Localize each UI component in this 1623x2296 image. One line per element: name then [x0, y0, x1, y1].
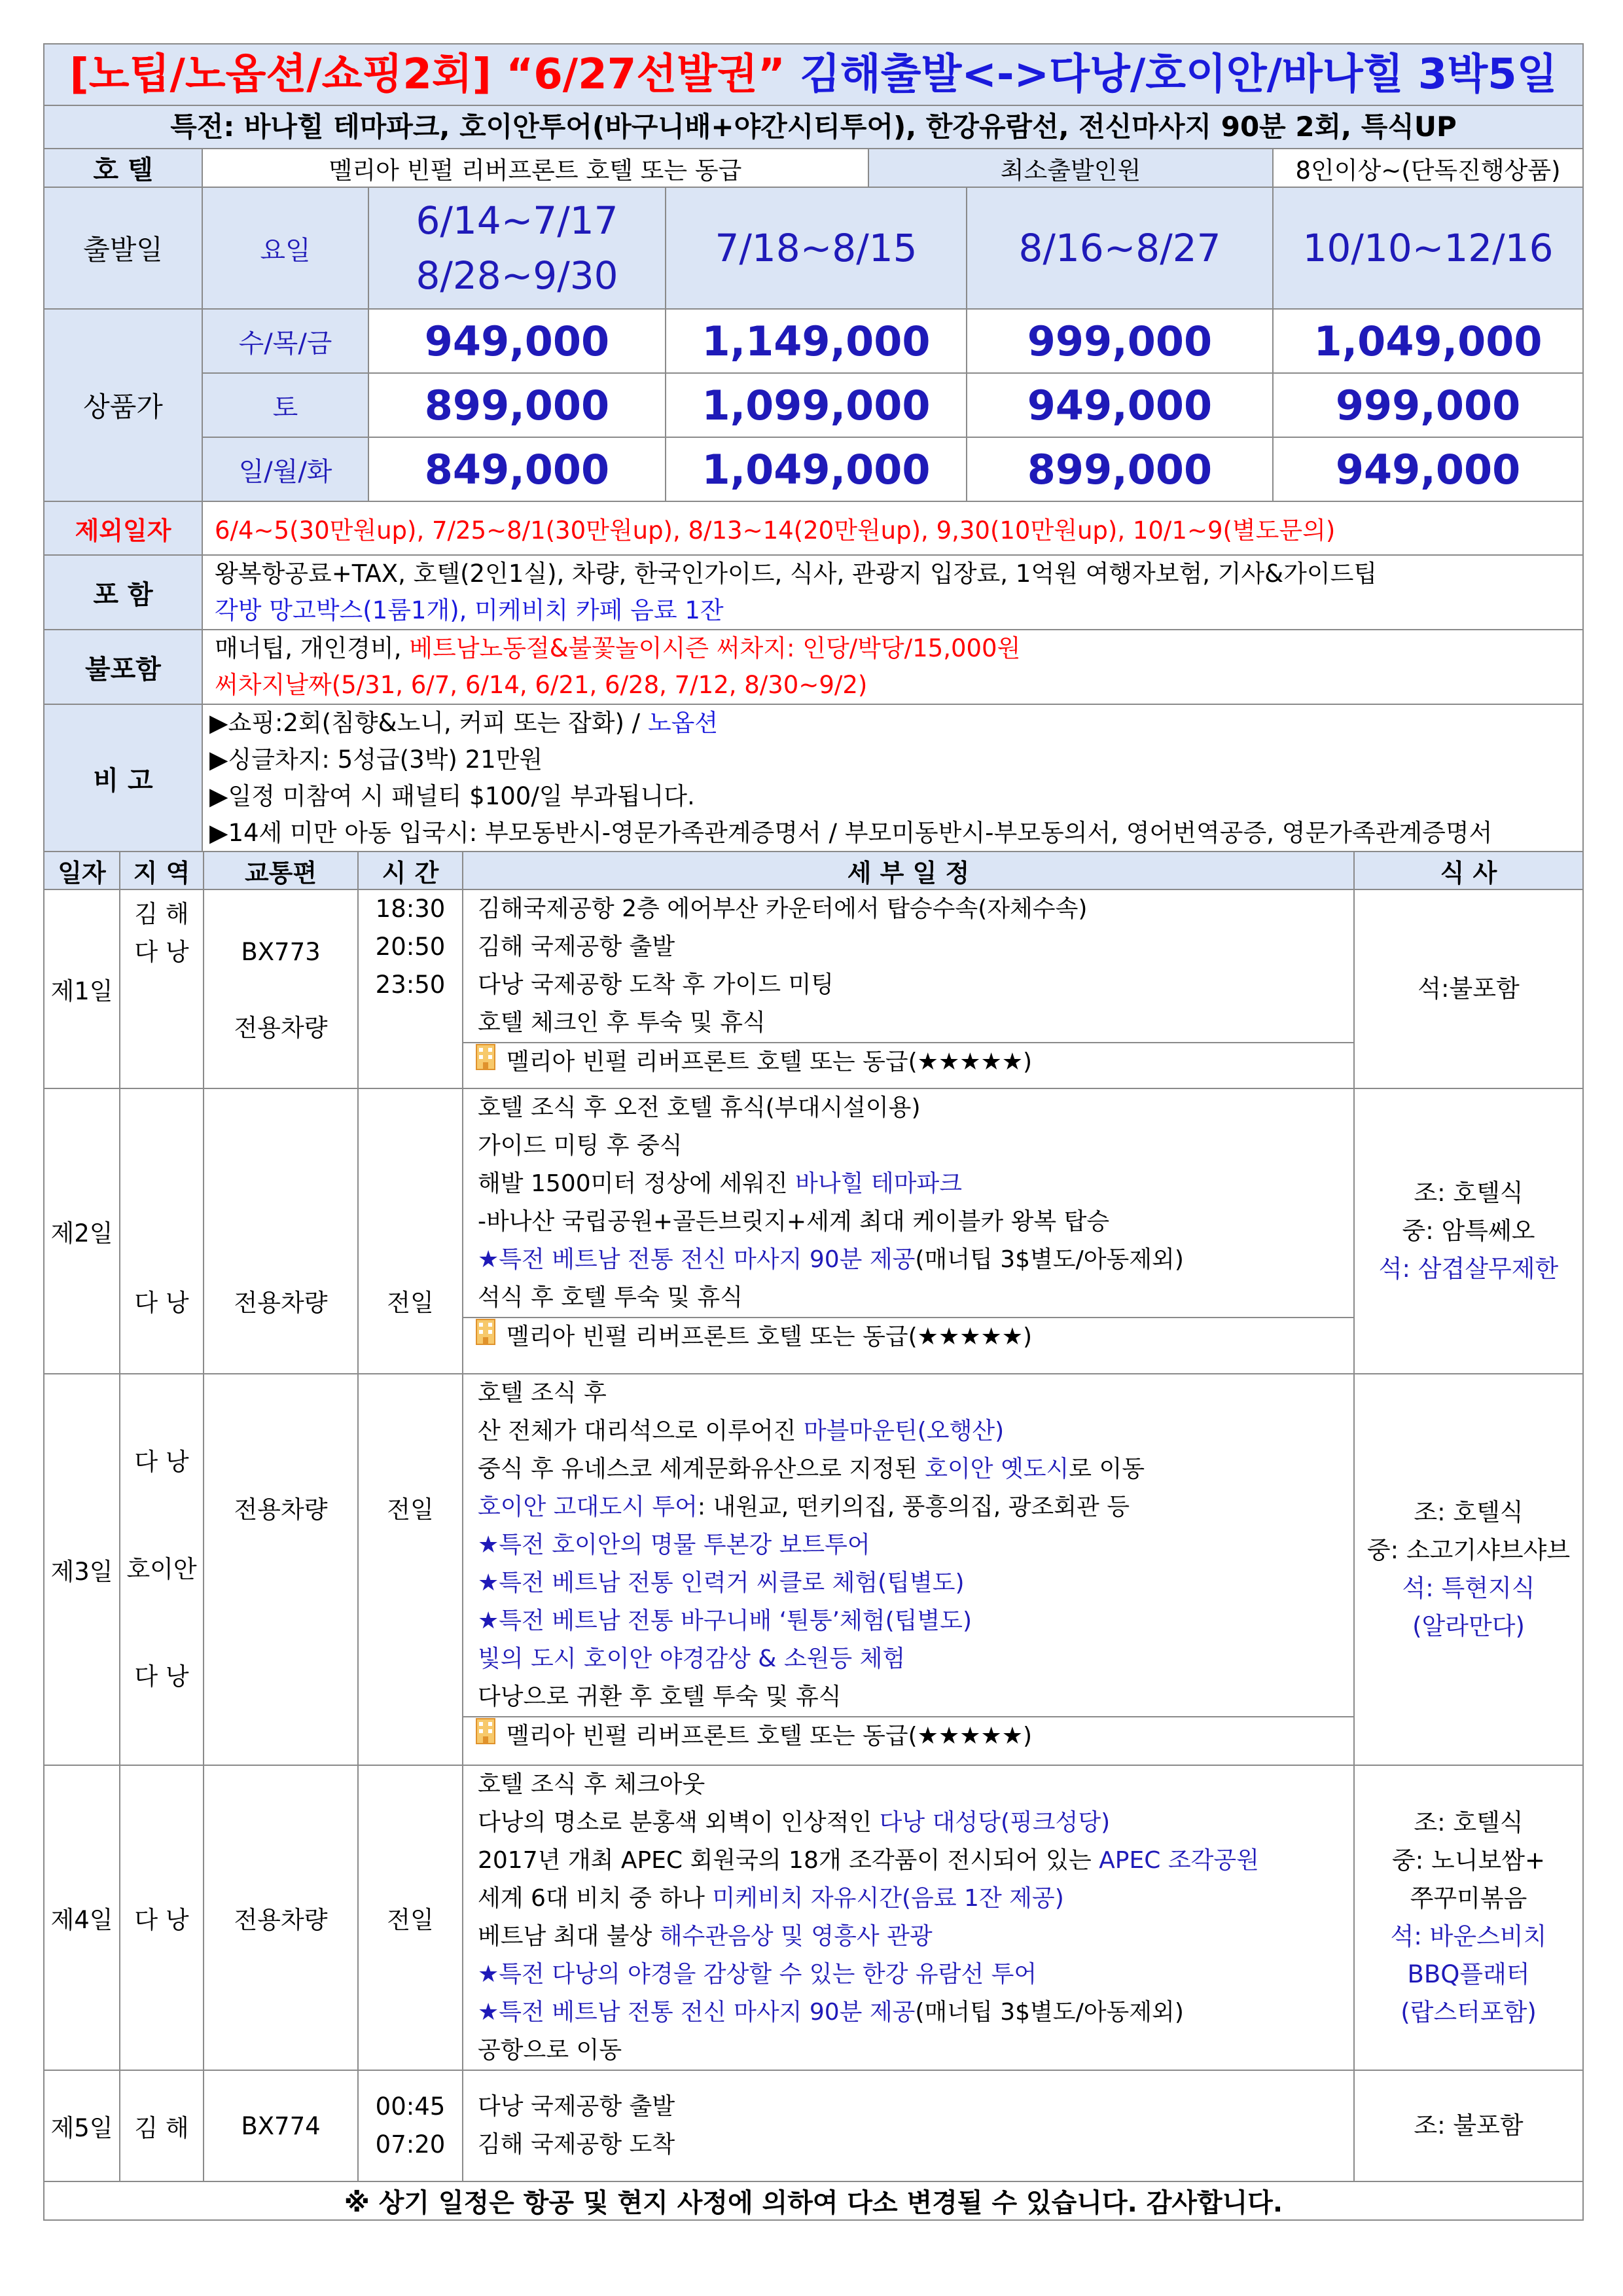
schedule-cell [463, 2070, 1354, 2181]
hotel-name: 멜리아 빈펄 리버프론트 호텔 또는 동급(★★★★★) [507, 1323, 1033, 1350]
hotel-building-icon [473, 1042, 499, 1083]
region-cell [120, 1374, 204, 1765]
meal-cell [1354, 1374, 1583, 1765]
price-cell: 949,000 [368, 309, 666, 373]
surcharge-text: 베트남노동절&불꽃놀이시즌 써차지: 인당/박당/15,000원 [409, 634, 1021, 662]
title-route: 김해출발<->다낭/호이안/바나힐 3박5일 [800, 50, 1558, 99]
time: 07:20 [375, 2130, 446, 2159]
schedule-line: 해발 1500미터 정상에 세워진 [478, 1170, 796, 1197]
schedule-line: 호텔 조식 후 체크아웃 [478, 1771, 705, 1798]
region: 다 낭 [134, 1448, 189, 1476]
day-label: 제4일 [44, 1765, 120, 2070]
includes-value [202, 555, 1583, 630]
meal-cell [1354, 889, 1583, 1088]
schedule-line: 호텔 체크인 후 투숙 및 휴식 [478, 1009, 766, 1036]
period-1 [368, 187, 666, 309]
includes-line-highlight: 각방 망고박스(1룸1개), 미케비치 카페 음료 1잔 [215, 596, 724, 624]
schedule-line: 김해 국제공항 도착 [478, 2131, 675, 2158]
day-row-4 [44, 1765, 1583, 2070]
region: 다 낭 [120, 1765, 204, 2070]
region: 김 해 [120, 2070, 204, 2181]
schedule-line: 다낭으로 귀환 후 호텔 투숙 및 휴식 [478, 1683, 842, 1710]
schedule-line: 공항으로 이동 [478, 2037, 622, 2064]
schedule-line: 호텔 조식 후 오전 호텔 휴식(부대시설이용) [478, 1094, 921, 1121]
schedule-cell [463, 1765, 1354, 2070]
price-cell: 1,099,000 [666, 373, 967, 437]
schedule-line: -바나산 국립공원+골든브릿지+세계 최대 케이블카 왕복 탑승 [478, 1208, 1110, 1235]
time: 23:50 [375, 971, 446, 999]
price-cell: 999,000 [967, 309, 1273, 373]
hotel-line [463, 1042, 1353, 1081]
min-participants-label: 최소출발인원 [868, 149, 1273, 187]
meal: 중: 소고기샤브샤브 [1366, 1536, 1571, 1564]
day-row-1 [44, 889, 1583, 1088]
page-title [45, 47, 1582, 102]
region: 김 해 [134, 900, 189, 928]
schedule-line: 베트남 최대 불상 [478, 1923, 660, 1950]
excluded-dates-label: 제외일자 [44, 501, 202, 555]
region: 다 낭 [134, 938, 189, 966]
schedule-line: 김해국제공항 2층 에어부산 카운터에서 탑승수속(자체수속) [478, 895, 1088, 922]
transport-cell [204, 889, 358, 1088]
transport: 전용차량 [234, 1014, 328, 1042]
price-label: 상품가 [44, 309, 202, 501]
schedule-line: 호텔 조식 후 [478, 1380, 607, 1407]
price-cell: 949,000 [967, 373, 1273, 437]
col-schedule: 세 부 일 정 [463, 852, 1354, 889]
excludes-value [202, 630, 1583, 704]
schedule-line: 가이드 미팅 후 중식 [478, 1132, 683, 1159]
price-cell: 1,049,000 [1273, 309, 1583, 373]
period-1-a: 6/14~7/17 [416, 198, 618, 243]
includes-line: 왕복항공료+TAX, 호텔(2인1실), 차량, 한국인가이드, 식사, 관광지 입장료, 1억원 여행자보험, 기사&가이드팁 [215, 560, 1378, 588]
price-cell: 999,000 [1273, 373, 1583, 437]
day-row-2 [44, 1088, 1583, 1374]
meal: 조: 호텔식 [1414, 1498, 1524, 1526]
schedule-highlight: 해수관음상 및 영흥사 관광 [659, 1923, 933, 1950]
transport: 전용차량 [204, 1374, 358, 1765]
hotel-line [463, 1716, 1353, 1755]
schedule-special: ★특전 베트남 전통 [478, 1246, 681, 1273]
time: 00:45 [375, 2092, 446, 2121]
hotel-value: 멜리아 빈펄 리버프론트 호텔 또는 동급 [202, 149, 868, 187]
schedule-line: 다낭 국제공항 출발 [478, 2093, 675, 2120]
notes-value [202, 704, 1583, 852]
excludes-text: 매너팁, 개인경비, [215, 634, 410, 662]
transport: 전용차량 [204, 1765, 358, 2070]
hotel-name: 멜리아 빈펄 리버프론트 호텔 또는 동급(★★★★★) [507, 1723, 1033, 1749]
note-single-charge: ▶싱글차지: 5성급(3박) 21만원 [209, 745, 543, 774]
meal-special: (알라만다) [1412, 1612, 1525, 1640]
meal-special: 석: 특현지식 [1402, 1574, 1535, 1602]
schedule-highlight: 전신 마사지 90분 제공 [681, 1246, 916, 1273]
price-cell: 899,000 [967, 437, 1273, 501]
period-4: 10/10~12/16 [1273, 187, 1583, 309]
region-cell [120, 889, 204, 1088]
day-row-3 [44, 1374, 1583, 1765]
schedule-line: 다낭의 명소로 분홍색 외벽이 인상적인 [478, 1809, 880, 1836]
schedule-highlight: 호이안 고대도시 투어 [478, 1494, 698, 1520]
schedule-cell [463, 1374, 1354, 1765]
excludes-label: 불포함 [44, 630, 202, 704]
meal-special: BBQ플래터 [1407, 1960, 1530, 1988]
schedule-highlight: 바구니배 ‘퉌퉁’체험(팁별도) [681, 1607, 972, 1634]
meal: 조: 불포함 [1414, 2111, 1524, 2140]
schedule-special: ★특전 베트남 전통 [478, 1999, 681, 2026]
schedule-special: ★특전 호이안의 명물 [478, 1532, 704, 1558]
note-shopping: ▶쇼핑:2회(침향&노니, 커피 또는 잡화) / [209, 709, 648, 737]
surcharge-dates: 써차지날짜(5/31, 6/7, 6/14, 6/21, 6/28, 7/12, 8/30~9/2) [215, 671, 868, 699]
time-cell [358, 2070, 463, 2181]
transport: 전용차량 [204, 1088, 358, 1374]
period-1-b: 8/28~9/30 [416, 253, 618, 298]
schedule-line: 중식 후 유네스코 세계문화유산으로 지정된 [478, 1456, 925, 1482]
hotel-line [463, 1317, 1353, 1356]
period-3: 8/16~8/27 [967, 187, 1273, 309]
col-day: 일자 [44, 852, 120, 889]
meal-cell [1354, 1765, 1583, 2070]
note-penalty: ▶일정 미참여 시 패널티 $100/일 부과됩니다. [209, 782, 695, 810]
meal-special: (랍스터포함) [1400, 1998, 1537, 2026]
meal: 쭈꾸미볶음 [1410, 1884, 1527, 1912]
itinerary-table [43, 851, 1584, 2221]
price-cell: 1,049,000 [666, 437, 967, 501]
schedule-special: ★특전 베트남 전통 인력거 [478, 1570, 757, 1596]
notes-label: 비 고 [44, 704, 202, 852]
time: 18:30 [375, 895, 446, 923]
price-cell: 949,000 [1273, 437, 1583, 501]
flight-number: BX774 [204, 2070, 358, 2181]
title-ticket-date: “6/27선발권” [506, 50, 785, 99]
day-label: 제2일 [44, 1088, 120, 1374]
time: 전일 [358, 1088, 463, 1374]
hotel-building-icon [473, 1317, 499, 1357]
excluded-dates-value: 6/4~5(30만원up), 7/25~8/1(30만원up), 8/13~14(20만원up), 9,30(10만원up), 10/1~9(별도문의) [202, 501, 1583, 555]
col-transport: 교통편 [204, 852, 358, 889]
schedule-line: 2017년 개최 APEC 회원국의 18개 조각품이 전시되어 있는 [478, 1847, 1099, 1874]
schedule-highlight: 한강 유람선 투어 [862, 1961, 1037, 1988]
price-day-sun-tue: 일/월/화 [202, 437, 368, 501]
schedule-highlight: 전신 마사지 90분 제공 [681, 1999, 916, 2026]
includes-label: 포 함 [44, 555, 202, 630]
meal: 중: 노니보쌈+ [1392, 1846, 1545, 1874]
meal: 조: 호텔식 [1414, 1179, 1524, 1207]
schedule-highlight: 빛의 도시 호이안 야경감상 & 소원등 체험 [478, 1645, 906, 1672]
col-time: 시 간 [358, 852, 463, 889]
schedule-special: ★특전 다낭의 야경을 감상할 수 있는 [478, 1961, 863, 1988]
time: 전일 [358, 1374, 463, 1765]
schedule-line: 세계 6대 비치 중 하나 [478, 1885, 713, 1912]
page-subtitle: 특전: 바나힐 테마파크, 호이안투어(바구니배+야간시티투어), 한강유람선, 전신마사지 90분 2회, 특식UP [170, 111, 1457, 143]
period-2: 7/18~8/15 [666, 187, 967, 309]
price-cell: 1,149,000 [666, 309, 967, 373]
time-cell [358, 889, 463, 1088]
meal-cell [1354, 2070, 1583, 2181]
price-cell: 899,000 [368, 373, 666, 437]
min-participants-value: 8인이상~(단독진행상품) [1273, 149, 1583, 187]
schedule-line: 로 이동 [1069, 1456, 1145, 1482]
schedule-highlight: 미케비치 자유시간(음료 1잔 제공) [712, 1885, 1064, 1912]
region: 다 낭 [120, 1088, 204, 1374]
schedule-line: : 내원교, 떤키의집, 풍흥의집, 광조회관 등 [697, 1494, 1130, 1520]
region: 호이안 [126, 1555, 197, 1583]
title-cell [44, 44, 1583, 105]
schedule-highlight: 호이안 옛도시 [925, 1456, 1069, 1482]
schedule-cell [463, 1088, 1354, 1374]
time: 20:50 [375, 933, 446, 961]
hotel-label: 호 텔 [44, 149, 202, 187]
meal: 중: 암특쎄오 [1402, 1217, 1535, 1245]
price-day-sat: 토 [202, 373, 368, 437]
schedule-special: ★특전 베트남 전통 [478, 1607, 681, 1634]
schedule-line: 김해 국제공항 출발 [478, 933, 675, 960]
schedule-highlight: 마블마운틴(오행산) [803, 1418, 1005, 1444]
subtitle-cell [44, 105, 1583, 149]
note-child-entry: ▶14세 미만 아동 입국시: 부모동반시-영문가족관계증명서 / 부모미동반시-부모동의서, 영어번역공증, 영문가족관계증명서 [209, 819, 1493, 847]
schedule-cell [463, 889, 1354, 1088]
day-label: 제5일 [44, 2070, 120, 2181]
schedule-highlight: 다낭 대성당(핑크성당) [879, 1809, 1111, 1836]
title-tags: [노팁/노옵션/쇼핑2회] [69, 50, 491, 99]
schedule-highlight: 씨클로 체험(팁별도) [756, 1570, 965, 1596]
day-label: 제3일 [44, 1374, 120, 1765]
schedule-note: (매너팁 3$별도/아동제외) [915, 1246, 1184, 1273]
schedule-line: 다낭 국제공항 도착 후 가이드 미팅 [478, 971, 834, 998]
meal-cell [1354, 1088, 1583, 1374]
meal-special: 석: 삼겹살무제한 [1378, 1255, 1559, 1283]
schedule-line: 석식 후 호텔 투숙 및 휴식 [478, 1284, 743, 1311]
col-meals: 식 사 [1354, 852, 1583, 889]
hotel-building-icon [473, 1716, 499, 1757]
meal: 조: 호텔식 [1414, 1808, 1524, 1837]
weekday-label: 요일 [202, 187, 368, 309]
price-day-wed-fri: 수/목/금 [202, 309, 368, 373]
note-no-option: 노옵션 [647, 709, 719, 737]
product-info-table [43, 43, 1584, 853]
schedule-highlight: 투본강 보트투어 [703, 1532, 870, 1558]
schedule-highlight: APEC 조각공원 [1099, 1847, 1259, 1874]
schedule-note: (매너팁 3$별도/아동제외) [915, 1999, 1184, 2026]
schedule-line: 산 전체가 대리석으로 이루어진 [478, 1418, 804, 1444]
footer-notice: ※ 상기 일정은 항공 및 현지 사정에 의하여 다소 변경될 수 있습니다. 감사합니다. [44, 2181, 1583, 2220]
schedule-highlight: 바나힐 테마파크 [795, 1170, 963, 1197]
day-label: 제1일 [44, 889, 120, 1088]
region: 다 낭 [134, 1662, 189, 1691]
hotel-name: 멜리아 빈펄 리버프론트 호텔 또는 동급(★★★★★) [507, 1049, 1033, 1075]
time: 전일 [358, 1765, 463, 2070]
meal-special: 석: 바운스비치 [1390, 1922, 1547, 1950]
price-cell: 849,000 [368, 437, 666, 501]
departure-label: 출발일 [44, 187, 202, 309]
meal: 석:불포함 [1418, 975, 1520, 1003]
col-region: 지 역 [120, 852, 204, 889]
day-row-5 [44, 2070, 1583, 2181]
flight-number: BX773 [241, 938, 321, 966]
